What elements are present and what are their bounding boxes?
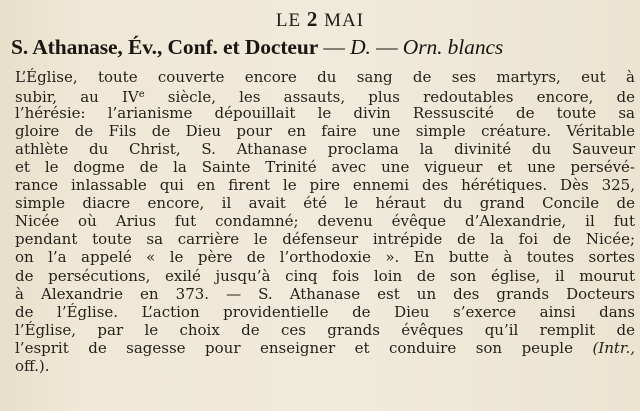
text-line: gloire de Fils de Dieu pour en faire une simple créature. Véritable — [15, 122, 635, 141]
date-prefix: LE — [275, 10, 307, 31]
text-line: pendant toute sa carrière le défenseur intrépide de la foi de Nicée; — [15, 230, 635, 249]
text-line: rance inlassable qui en firent le pire ennemi des hérétiques. Dès 325, — [15, 176, 635, 195]
text-line: athlète du Christ, S. Athanase proclama la divinité du Sauveur — [15, 140, 635, 159]
text-line: l’hérésie: l’arianisme dépouillait le divin Ressuscité de toute sa — [15, 104, 635, 123]
text-line: l’Église, par le choix de ces grands évêques qu’il remplit de — [15, 320, 635, 339]
text-line — [15, 339, 635, 357]
feast-headline — [11, 35, 637, 60]
date-month: MAI — [318, 10, 365, 31]
headline-separator: — — [318, 35, 351, 59]
text-segment: subir, au IV — [15, 88, 139, 107]
text-line: Nicée où Arius fut condamné; devenu évêque d’Alexandrie, il fut — [15, 212, 635, 231]
superscript: e — [138, 89, 145, 101]
text-line: simple diacre encore, il avait été le héraut du grand Concile de — [15, 194, 635, 213]
text-line: et le dogme de la Sainte Trinité avec une vigueur et une persévé- — [15, 158, 635, 177]
text-line: de l’Église. L’action providentielle de Dieu s’exerce ainsi dans — [15, 302, 635, 321]
text-line: à Alexandrie en 373. — S. Athanase est un des grands Docteurs — [15, 284, 635, 303]
headline-separator: — — [370, 35, 403, 59]
feast-date — [0, 7, 640, 32]
text-line — [15, 86, 635, 107]
liturgical-color: Orn. blancs — [402, 35, 504, 59]
text-segment: siècle, les assauts, plus redoutables encore, de — [144, 88, 635, 107]
date-day: 2 — [306, 7, 319, 31]
feast-rank: D. — [350, 35, 371, 59]
text-segment: l’esprit de sagesse pour enseigner et conduire son peuple — [15, 338, 593, 357]
saint-title: S. Athanase, Év., Conf. et Docteur — [11, 35, 319, 59]
text-line: on l’a appelé « le père de l’orthodoxie ». En butte à toutes sortes — [15, 248, 635, 267]
text-line: off.). — [15, 356, 50, 375]
text-line: L’Église, toute couverte encore du sang de ses martyrs, eut à — [15, 68, 635, 86]
text-line: de persécutions, exilé jusqu’à cinq fois loin de son église, il mourut — [15, 266, 635, 285]
rubric-reference: (Intr., — [592, 338, 635, 357]
feast-commentary — [15, 68, 635, 375]
